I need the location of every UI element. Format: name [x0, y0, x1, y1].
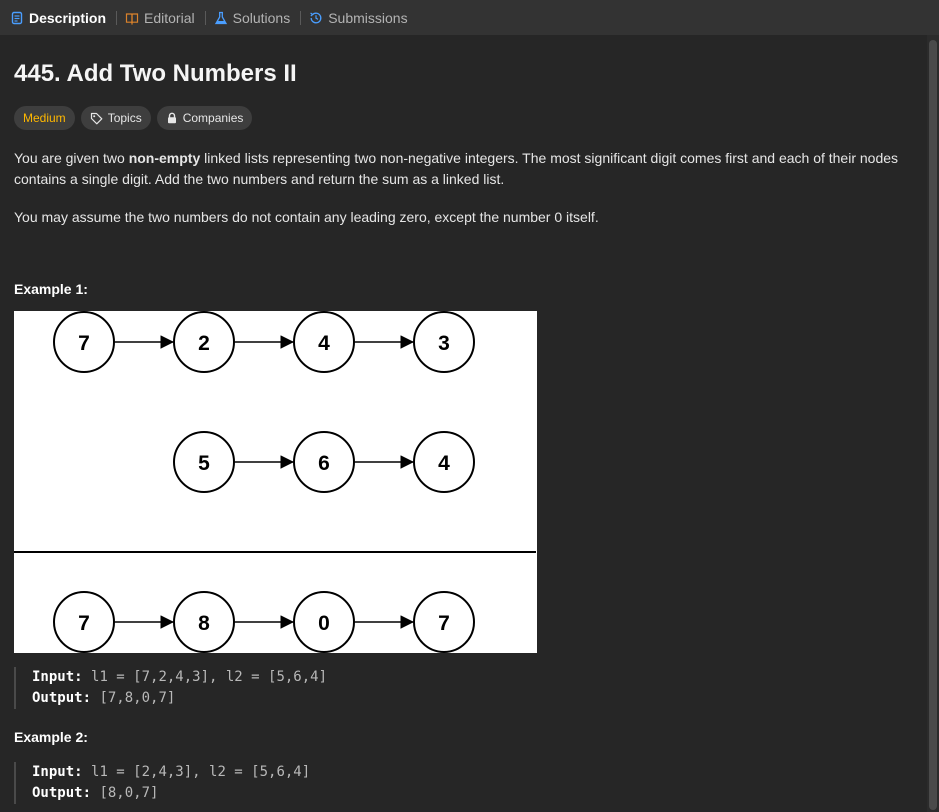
list-2-node-value: 4 — [438, 452, 450, 475]
example-1-code — [14, 667, 914, 709]
topics-badge[interactable] — [81, 106, 151, 130]
description-text: You are given two — [14, 150, 129, 166]
description-emphasis: non-empty — [128, 150, 201, 166]
example-1-output — [32, 688, 914, 709]
tab-editorial[interactable] — [125, 0, 199, 35]
example-2-code — [14, 762, 914, 804]
example-1-heading: Example 1: — [14, 281, 88, 297]
tab-divider — [300, 11, 301, 25]
difficulty-label: Medium — [23, 111, 66, 125]
description-icon — [10, 11, 24, 25]
problem-description — [14, 148, 914, 190]
input-label: Input: — [32, 764, 83, 780]
example-2-input — [32, 762, 914, 783]
result-list-node-value: 7 — [78, 612, 90, 635]
example-1-input — [32, 667, 914, 688]
tab-divider — [205, 11, 206, 25]
tab-solutions-label: Solutions — [232, 9, 291, 26]
linked-list-diagram — [14, 311, 537, 653]
problem-title: 445. Add Two Numbers II — [14, 60, 297, 87]
history-icon — [309, 11, 323, 25]
tab-description[interactable] — [10, 0, 110, 35]
example-2-heading: Example 2: — [14, 729, 88, 745]
lock-icon — [166, 112, 178, 124]
list-2-node-value: 6 — [318, 452, 330, 475]
tag-icon — [90, 112, 103, 125]
input-value: l1 = [2,4,3], l2 = [5,6,4] — [91, 764, 311, 780]
description-text: linked lists representing two non-negative integers. The most significant digit comes first and each of their nodes contains a single digit. Add the two numbers and return the sum as a linked list. — [14, 150, 899, 187]
scrollbar-thumb[interactable] — [929, 40, 937, 810]
result-list-node-value: 8 — [198, 612, 210, 635]
flask-icon — [214, 11, 228, 25]
list-1-node-value: 3 — [438, 332, 450, 355]
book-icon — [125, 11, 139, 25]
result-list-node-value: 7 — [438, 612, 450, 635]
problem-assumption: You may assume the two numbers do not contain any leading zero, except the number 0 itself. — [14, 209, 599, 225]
input-value: l1 = [7,2,4,3], l2 = [5,6,4] — [91, 669, 328, 685]
output-value: [8,0,7] — [99, 785, 159, 801]
topics-label: Topics — [107, 111, 142, 125]
tab-submissions[interactable] — [309, 0, 411, 35]
list-1-node-value: 2 — [198, 332, 210, 355]
tab-bar — [0, 0, 939, 35]
problem-content — [14, 35, 914, 804]
companies-badge[interactable] — [157, 106, 253, 130]
output-label: Output: — [32, 690, 92, 706]
result-list-node-value: 0 — [318, 612, 330, 635]
tab-solutions[interactable] — [214, 0, 295, 35]
difficulty-badge[interactable] — [14, 106, 75, 130]
problem-badges — [14, 106, 914, 130]
tab-editorial-label: Editorial — [144, 9, 195, 26]
output-value: [7,8,0,7] — [99, 690, 176, 706]
example-2-output — [32, 783, 914, 804]
tab-divider — [116, 11, 117, 25]
input-label: Input: — [32, 669, 83, 685]
list-2-node-value: 5 — [198, 452, 210, 475]
list-1-node-value: 4 — [318, 332, 330, 355]
tab-submissions-label: Submissions — [328, 9, 408, 26]
list-1-node-value: 7 — [78, 332, 90, 355]
output-label: Output: — [32, 785, 92, 801]
companies-label: Companies — [182, 111, 244, 125]
tab-description-label: Description — [29, 9, 107, 26]
